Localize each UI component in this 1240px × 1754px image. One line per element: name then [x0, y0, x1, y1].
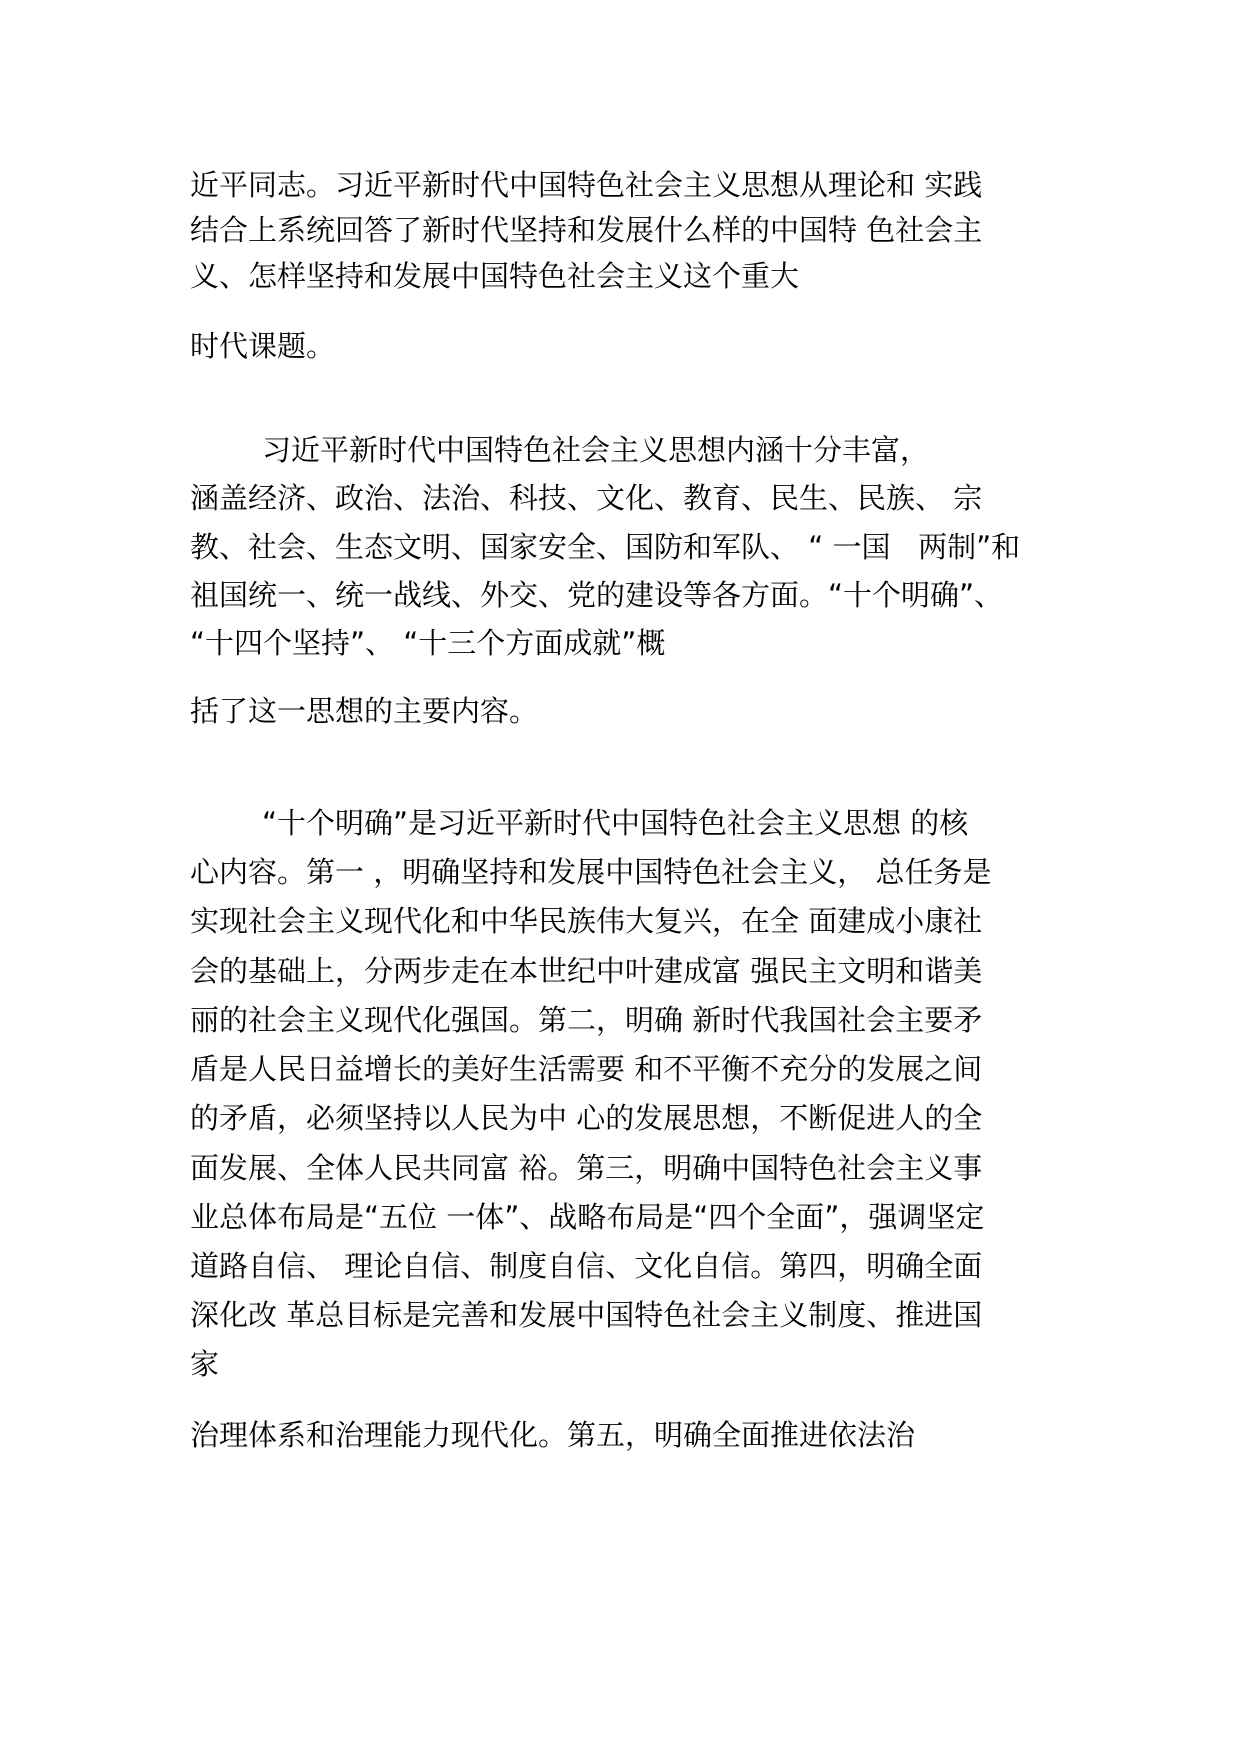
paragraph-2-line-4: 祖国统一、统一战线、外交、党的建设等各方面。“十个明确”、 [190, 578, 1004, 612]
paragraph-2-line-6: 括了这一思想的主要内容。 [190, 694, 539, 728]
paragraph-3-line-9: 业总体布局是“五位 一体”、战略布局是“四个全面”，强调坚定 [190, 1200, 985, 1234]
paragraph-3-line-7: 的矛盾，必须坚持以人民为中 心的发展思想，不断促进人的全 [190, 1101, 983, 1135]
paragraph-3-line-2: 心内容。第一 ，明确坚持和发展中国特色社会主义， 总任务是 [190, 855, 992, 889]
paragraph-3-line-11: 深化改 革总目标是完善和发展中国特色社会主义制度、推进国 [190, 1298, 983, 1332]
paragraph-1-line-3: 义、怎样坚持和发展中国特色社会主义这个重大 [190, 259, 800, 293]
paragraph-1-line-2: 结合上系统回答了新时代坚持和发展什么样的中国特 色社会主 [190, 213, 983, 247]
paragraph-3-line-4: 会的基础上，分两步走在本世纪中叶建成富 强民主文明和谐美 [190, 954, 983, 988]
paragraph-3-line-12: 家 [190, 1347, 220, 1381]
paragraph-3-line-8: 面发展、全体人民共同富 裕。第三，明确中国特色社会主义事 [190, 1151, 983, 1185]
paragraph-3-line-6: 盾是人民日益增长的美好生活需要 和不平衡不充分的发展之间 [190, 1052, 983, 1086]
paragraph-1-line-4: 时代课题。 [190, 329, 336, 363]
paragraph-3-line-5: 丽的社会主义现代化强国。第二，明确 新时代我国社会主要矛 [190, 1003, 983, 1037]
paragraph-3-line-10: 道路自信、 理论自信、制度自信、文化自信。第四，明确全面 [190, 1249, 983, 1283]
paragraph-2-line-2: 涵盖经济、政治、法治、科技、文化、教育、民生、民族、 宗 [190, 481, 983, 515]
paragraph-2-line-1: 习近平新时代中国特色社会主义思想内涵十分丰富， [262, 433, 930, 467]
paragraph-2-line-5: “十四个坚持”、 “十三个方面成就”概 [190, 626, 666, 660]
paragraph-3-line-13: 治理体系和治理能力现代化。第五，明确全面推进依法治 [190, 1418, 916, 1452]
paragraph-2-line-3: 教、社会、生态文明、国家安全、国防和军队、 “ 一国 两制”和 [190, 530, 1021, 564]
paragraph-3-line-3: 实现社会主义现代化和中华民族伟大复兴，在全 面建成小康社 [190, 904, 983, 938]
paragraph-1-line-1: 近平同志。习近平新时代中国特色社会主义思想从理论和 实践 [190, 168, 983, 202]
paragraph-3-line-1: “十个明确”是习近平新时代中国特色社会主义思想 的核 [262, 806, 969, 840]
